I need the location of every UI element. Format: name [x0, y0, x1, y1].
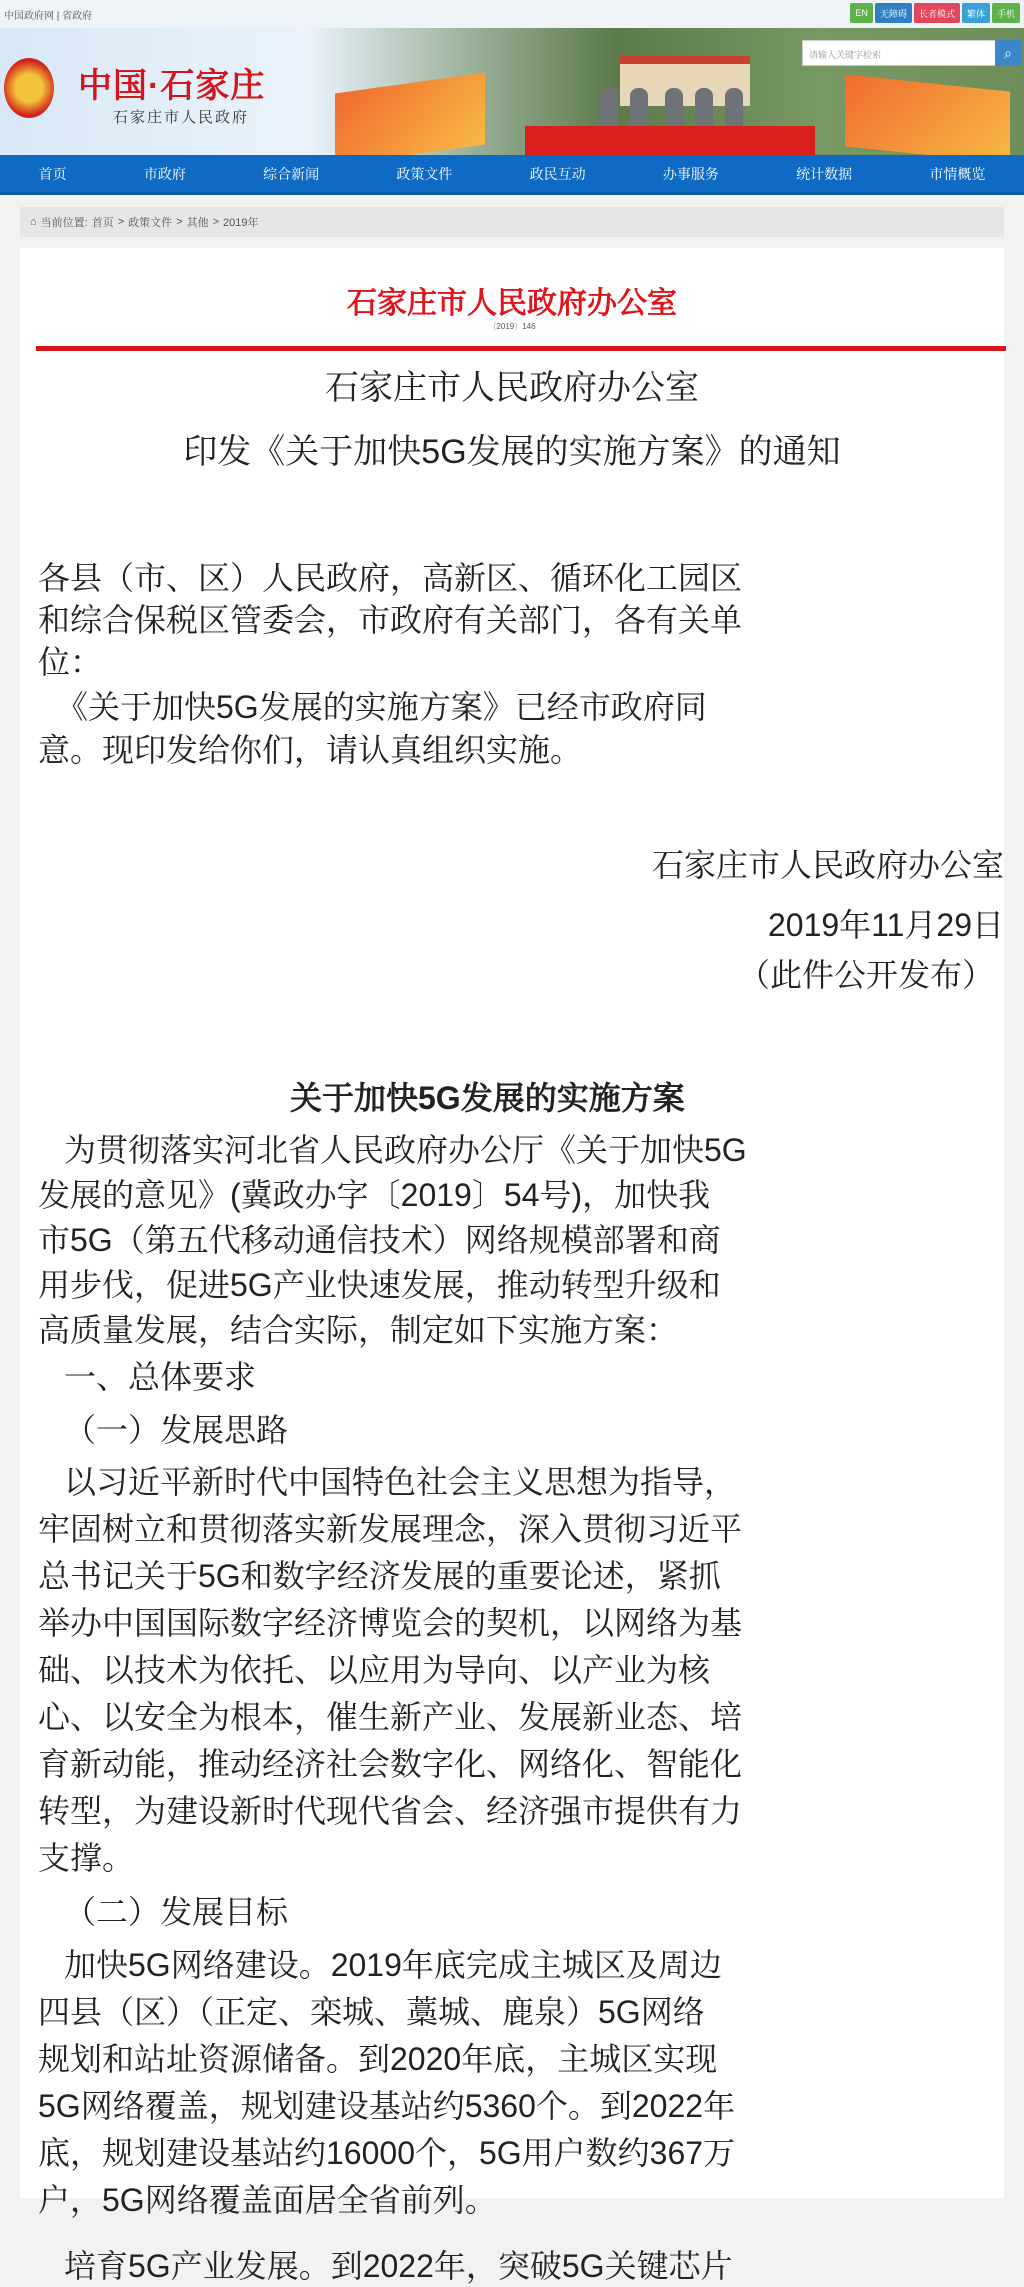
breadcrumb-policy[interactable]: 政策文件: [128, 217, 173, 229]
search-icon[interactable]: ⌕: [995, 40, 1021, 66]
plan-title: 关于加快5G发展的实施方案: [290, 1080, 685, 1116]
article: [20, 248, 1004, 2284]
address-line: 位：: [38, 644, 103, 680]
date: 2019年11月29日: [767, 907, 1004, 943]
para-line: 加快5G网络建设。2019年底完成主城区及周边: [64, 1947, 722, 1983]
section-heading: 一、总体要求: [64, 1359, 257, 1395]
intro-line: 发展的意见》(冀政办字〔2019〕54号)，加快我: [38, 1177, 711, 1213]
banner-stage: [525, 126, 815, 155]
nav-services[interactable]: 办事服务: [662, 165, 719, 182]
home-icon: ⌂: [30, 216, 37, 228]
para-line: 以习近平新时代中国特色社会主义思想为指导，: [64, 1464, 737, 1500]
address-line: 各县（市、区）人民政府，高新区、循环化工园区: [38, 560, 743, 596]
breadcrumb: ⌂ 当前位置: 首页 > 政策文件 > 其他 > 2019年: [20, 207, 1004, 237]
issuer-red-header: 石家庄市人民政府办公室: [347, 287, 677, 320]
top-bar: [0, 0, 1024, 28]
para-line: 础、以技术为依托、以应用为导向、以产业为核: [38, 1652, 711, 1688]
breadcrumb-other[interactable]: 其他: [186, 217, 209, 229]
breadcrumb-label: 当前位置:: [40, 217, 88, 229]
para-line: 牢固树立和贯彻落实新发展理念，深入贯彻习近平: [38, 1511, 743, 1547]
body-line: 《关于加快5G发展的实施方案》已经市政府同: [56, 689, 707, 725]
para-line: 四县（区）（正定、栾城、藁城、鹿泉）5G网络: [38, 1994, 705, 2030]
traditional-button[interactable]: 繁体: [962, 3, 990, 23]
breadcrumb-year[interactable]: 2019年: [223, 217, 259, 229]
mobile-button[interactable]: 手机: [992, 3, 1020, 23]
para-line: 总书记关于5G和数字经济发展的重要论述，紧抓: [38, 1558, 721, 1594]
nav-interaction[interactable]: 政民互动: [529, 165, 586, 182]
para-line: 5G网络覆盖，规划建设基站约5360个。到2022年: [38, 2088, 736, 2124]
publish-note: （此件公开发布）: [737, 957, 994, 993]
subsection-heading: （一）发展思路: [64, 1412, 289, 1448]
banner-sign: [335, 72, 485, 155]
logo-title[interactable]: 中国·石家庄: [78, 67, 266, 105]
breadcrumb-home[interactable]: 首页: [91, 217, 114, 229]
intro-line: 市5G（第五代移动通信技术）网络规模部署和商: [38, 1222, 721, 1258]
nav-overview[interactable]: 市情概览: [929, 165, 986, 182]
nav-statistics[interactable]: 统计数据: [796, 165, 853, 182]
elder-mode-button[interactable]: 长者模式: [914, 3, 960, 23]
address-line: 和综合保税区管委会，市政府有关部门，各有关单: [38, 602, 743, 638]
logo-subtitle: 石家庄市人民政府: [113, 109, 250, 126]
para-line: 举办中国国际数字经济博览会的契机，以网络为基: [38, 1605, 743, 1641]
para-line: 规划和站址资源储备。到2020年底，主城区实现: [38, 2041, 718, 2077]
language-switcher: [850, 3, 1020, 23]
para-line: 育新动能，推动经济社会数字化、网络化、智能化: [38, 1746, 743, 1782]
nav-news[interactable]: 综合新闻: [263, 165, 320, 182]
top-links[interactable]: 中国政府网 | 省政府: [4, 10, 93, 22]
intro-line: 高质量发展，结合实际，制定如下实施方案：: [38, 1312, 679, 1348]
notice-title-line1: 石家庄市人民政府办公室: [325, 369, 699, 407]
accessibility-button[interactable]: 无障碍: [875, 3, 912, 23]
main-nav: [0, 155, 1024, 195]
subsection-heading: （二）发展目标: [64, 1894, 289, 1930]
signature: 石家庄市人民政府办公室: [651, 847, 1004, 883]
nav-policy[interactable]: 政策文件: [396, 165, 453, 182]
para-line: 支撑。: [38, 1840, 135, 1876]
red-divider: [36, 346, 1006, 351]
search-input[interactable]: 请输入关键字检索: [802, 40, 1002, 66]
nav-home[interactable]: 首页: [38, 165, 67, 182]
body-line: 意。现印发给你们，请认真组织实施。: [38, 732, 583, 768]
para-line: 心、以安全为根本，催生新产业、发展新业态、培: [38, 1699, 743, 1735]
national-emblem-icon: [4, 58, 54, 118]
para-line: 底，规划建设基站约16000个，5G用户数约367万: [38, 2135, 736, 2171]
document-number: 〔2019〕146: [488, 322, 536, 331]
para-line: 转型，为建设新时代现代省会、经济强市提供有力: [38, 1793, 743, 1829]
intro-line: 用步伐，促进5G产业快速发展，推动转型升级和: [38, 1267, 721, 1303]
lang-en-button[interactable]: EN: [850, 3, 873, 23]
notice-title-line2: 印发《关于加快5G发展的实施方案》的通知: [183, 433, 841, 471]
para-line: 户，5G网络覆盖面居全省前列。: [38, 2182, 497, 2218]
para-line: 培育5G产业发展。到2022年，突破5G关键芯片: [64, 2248, 733, 2284]
nav-government[interactable]: 市政府: [143, 165, 186, 182]
intro-line: 为贯彻落实河北省人民政府办公厅《关于加快5G: [64, 1132, 747, 1168]
header-banner: [0, 28, 1024, 155]
banner-sign: [845, 74, 1010, 155]
